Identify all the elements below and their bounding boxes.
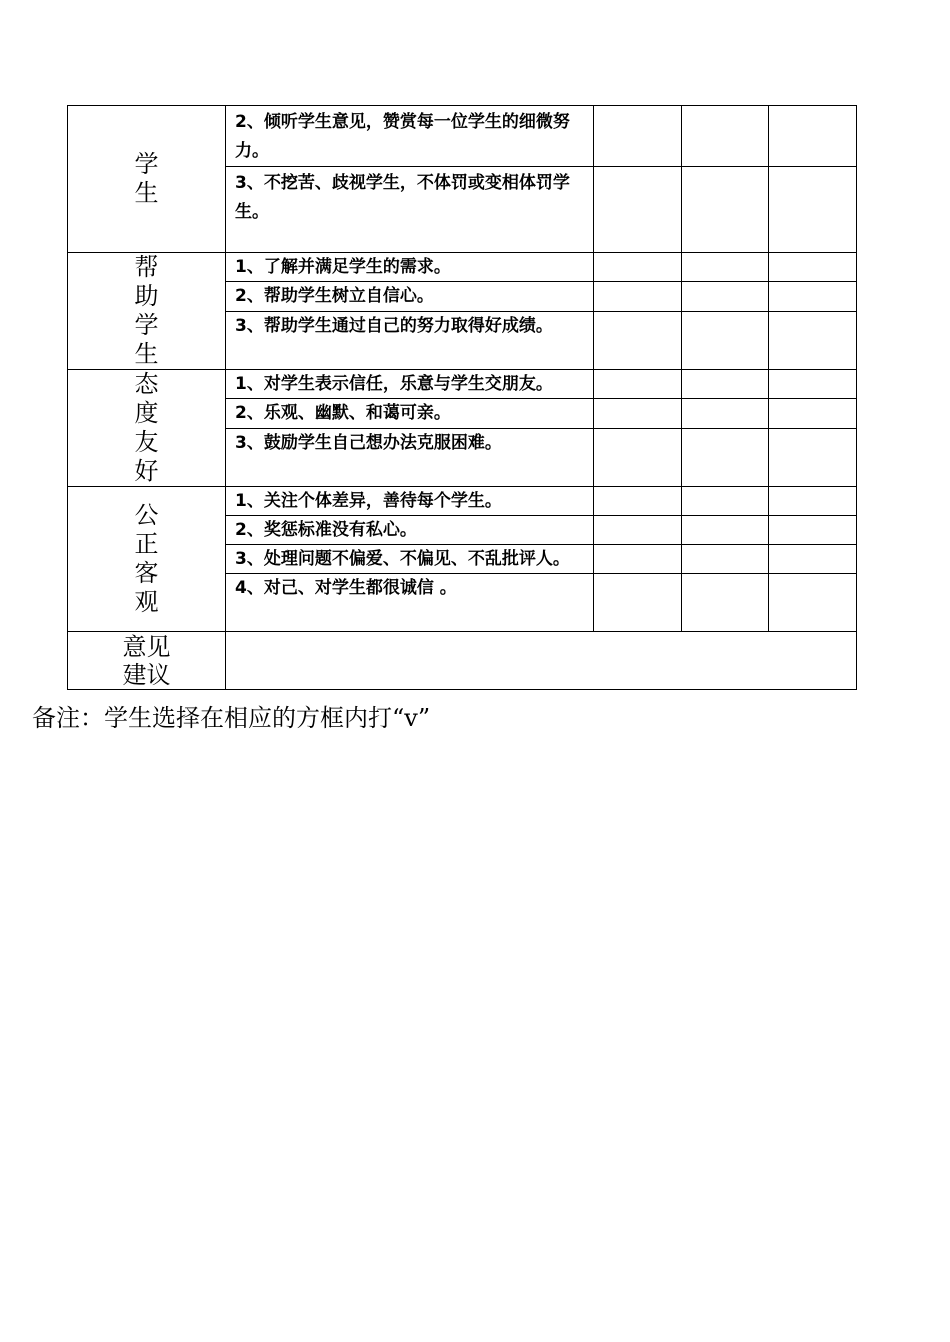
category-char: 正 — [134, 530, 159, 558]
opinion-label-cell — [68, 632, 226, 690]
checkbox-cell[interactable] — [769, 516, 857, 545]
criterion-text: 1、了解并满足学生的需求。 — [226, 253, 594, 282]
checkbox-cell[interactable] — [594, 282, 682, 311]
table-row — [68, 253, 857, 282]
category-char: 好 — [134, 457, 159, 485]
table-row — [68, 487, 857, 516]
criterion-text: 3、不挖苦、歧视学生，不体罚或变相体罚学生。 — [226, 167, 594, 253]
category-cell — [68, 487, 226, 632]
checkbox-cell[interactable] — [769, 370, 857, 399]
checkbox-cell[interactable] — [594, 428, 682, 487]
category-char: 公 — [134, 501, 159, 529]
category-char: 学 — [134, 311, 159, 339]
checkbox-cell[interactable] — [594, 545, 682, 574]
checkbox-cell[interactable] — [594, 516, 682, 545]
category-char: 学 — [134, 150, 159, 178]
opinion-label: 意见 — [122, 632, 171, 661]
criterion-text: 2、奖惩标准没有私心。 — [226, 516, 594, 545]
checkbox-cell[interactable] — [594, 106, 682, 167]
table-row — [68, 632, 857, 690]
checkbox-cell[interactable] — [769, 487, 857, 516]
checkbox-cell[interactable] — [682, 106, 769, 167]
checkbox-cell[interactable] — [594, 370, 682, 399]
checkbox-cell[interactable] — [682, 428, 769, 487]
opinion-input-cell[interactable] — [226, 632, 857, 690]
checkbox-cell[interactable] — [594, 399, 682, 428]
category-cell — [68, 370, 226, 487]
table-row — [68, 370, 857, 399]
category-char: 助 — [134, 282, 159, 310]
category-char: 生 — [134, 340, 159, 368]
criterion-text: 2、帮助学生树立自信心。 — [226, 282, 594, 311]
category-cell — [68, 253, 226, 370]
checkbox-cell[interactable] — [769, 167, 857, 253]
criterion-text: 2、倾听学生意见，赞赏每一位学生的细微努力。 — [226, 106, 594, 167]
category-char: 度 — [134, 399, 159, 427]
table-row — [68, 106, 857, 167]
checkbox-cell[interactable] — [769, 399, 857, 428]
criterion-text: 2、乐观、幽默、和蔼可亲。 — [226, 399, 594, 428]
checkbox-cell[interactable] — [682, 574, 769, 632]
checkbox-cell[interactable] — [682, 399, 769, 428]
criterion-text: 4、对己、对学生都很诚信 。 — [226, 574, 594, 632]
evaluation-table — [67, 105, 857, 690]
checkbox-cell[interactable] — [682, 282, 769, 311]
checkbox-cell[interactable] — [594, 253, 682, 282]
footnote: 备注：学生选择在相应的方框内打“v” — [32, 704, 431, 732]
checkbox-cell[interactable] — [769, 574, 857, 632]
checkbox-cell[interactable] — [682, 487, 769, 516]
checkbox-cell[interactable] — [769, 253, 857, 282]
checkbox-cell[interactable] — [769, 428, 857, 487]
category-char: 态 — [134, 370, 159, 398]
checkbox-cell[interactable] — [594, 574, 682, 632]
checkbox-cell[interactable] — [682, 545, 769, 574]
category-char: 友 — [134, 428, 159, 456]
criterion-text: 3、处理问题不偏爱、不偏见、不乱批评人。 — [226, 545, 594, 574]
criterion-text: 3、帮助学生通过自己的努力取得好成绩。 — [226, 311, 594, 370]
checkbox-cell[interactable] — [682, 311, 769, 370]
category-char: 观 — [134, 588, 159, 616]
criterion-text: 1、对学生表示信任，乐意与学生交朋友。 — [226, 370, 594, 399]
category-char: 帮 — [134, 253, 159, 281]
checkbox-cell[interactable] — [682, 516, 769, 545]
checkbox-cell[interactable] — [769, 106, 857, 167]
checkbox-cell[interactable] — [769, 282, 857, 311]
category-char: 客 — [134, 559, 159, 587]
criterion-text: 1、关注个体差异，善待每个学生。 — [226, 487, 594, 516]
checkbox-cell[interactable] — [594, 487, 682, 516]
checkbox-cell[interactable] — [682, 253, 769, 282]
checkbox-cell[interactable] — [769, 311, 857, 370]
checkbox-cell[interactable] — [594, 311, 682, 370]
opinion-label: 建议 — [122, 660, 171, 689]
checkbox-cell[interactable] — [594, 167, 682, 253]
category-cell — [68, 106, 226, 253]
criterion-text: 3、鼓励学生自己想办法克服困难。 — [226, 428, 594, 487]
category-char: 生 — [134, 179, 159, 207]
checkbox-cell[interactable] — [769, 545, 857, 574]
checkbox-cell[interactable] — [682, 167, 769, 253]
checkbox-cell[interactable] — [682, 370, 769, 399]
